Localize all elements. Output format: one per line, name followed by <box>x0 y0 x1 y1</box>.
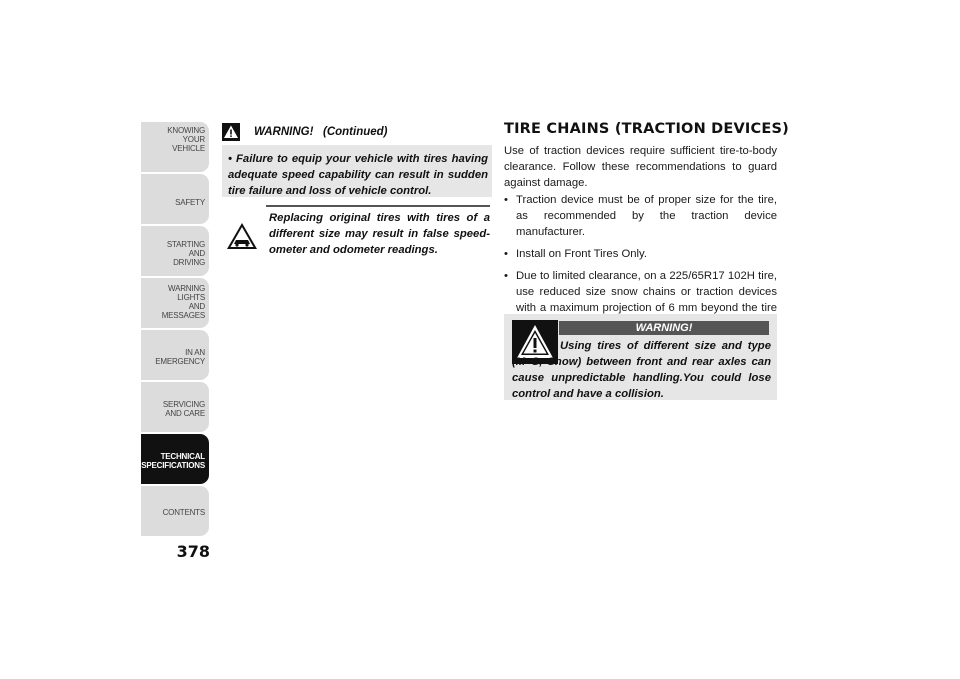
tab-technical-specifications[interactable] <box>141 434 209 484</box>
tab-label: CONTENTS <box>162 508 205 517</box>
tab-servicing-and-care[interactable] <box>141 382 209 432</box>
tab-starting-and-driving[interactable] <box>141 226 209 276</box>
tab-label: STARTING AND DRIVING <box>166 240 205 267</box>
warning-box <box>222 145 492 197</box>
tab-contents[interactable] <box>141 486 209 536</box>
divider <box>266 205 490 207</box>
warning-header <box>222 121 492 143</box>
tab-label: SERVICING AND CARE <box>162 400 205 418</box>
page-number: 378 <box>176 542 210 561</box>
warning-triangle-icon <box>222 123 240 141</box>
warning-text: • Failure to equip your vehicle with tires having adequate speed capability can result in sudden tire failure and loss of vehicle control. <box>228 153 488 197</box>
caution-note <box>222 205 490 265</box>
warning-label: WARNING! <box>559 321 769 335</box>
tab-safety[interactable] <box>141 174 209 224</box>
tab-label: IN AN EMERGENCY <box>155 348 205 366</box>
list-item: • Due to limited clearance, on a 225/65R17 102H tire, use reduced size snow chains or traction devices with a maximum projection of 6 mm beyond the tire <box>504 268 777 332</box>
caution-text: Replacing original tires with tires of a different size may result in false speed-ometer and odometer readings. <box>269 212 490 256</box>
tab-in-an-emergency[interactable] <box>141 330 209 380</box>
list-item-text: Traction device must be of proper size for the tire, as recommended by the traction device manufacturer. <box>516 194 777 238</box>
tab-label: TECHNICAL SPECIFICATIONS <box>141 452 205 470</box>
list-item-text: Due to limited clearance, on a 225/65R17 102H tire, use reduced size snow chains or traction devices with a maximum projection of 6 mm beyond the tire <box>516 270 777 314</box>
list-item: • Install on Front Tires Only. <box>504 248 648 260</box>
warning-text: Using tires of different size and type (M+S, Snow) between front and rear axles can cause unpredictable handling.You could lose control and have a collision. <box>512 340 771 400</box>
caution-car-icon <box>226 222 258 250</box>
tab-label: KNOWING YOUR VEHICLE <box>167 126 205 153</box>
warning-title: WARNING! (Continued) <box>254 126 388 138</box>
list-item-text: Install on Front Tires Only. <box>516 248 648 260</box>
intro-paragraph: Use of traction devices require sufficient tire-to-body clearance. Follow these recommendations to guard against damage. <box>504 145 777 189</box>
warning-box-right <box>504 314 777 400</box>
section-title: TIRE CHAINS (TRACTION DEVICES) <box>504 121 789 137</box>
tab-label: WARNING LIGHTS AND MESSAGES <box>161 284 205 320</box>
tab-label: SAFETY <box>175 198 205 207</box>
tab-warning-lights[interactable] <box>141 278 209 328</box>
tab-knowing-your-vehicle[interactable] <box>141 122 209 172</box>
list-item: • Traction device must be of proper size for the tire, as recommended by the traction device manufacturer. <box>504 194 777 238</box>
